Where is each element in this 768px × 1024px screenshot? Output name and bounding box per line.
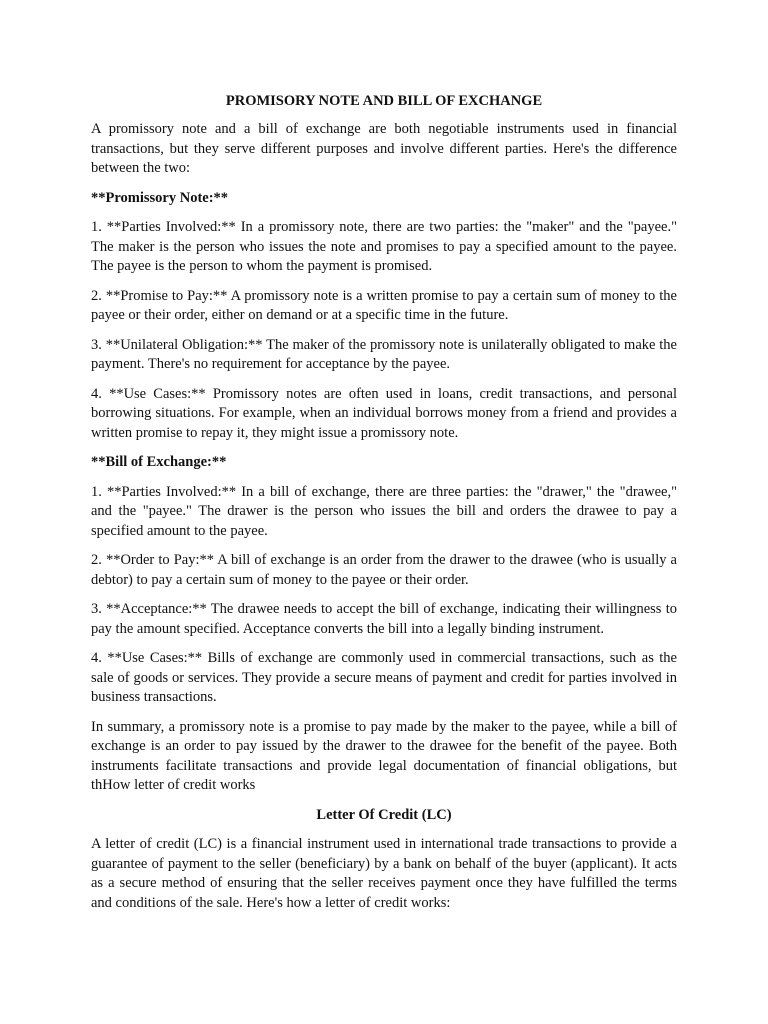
bill-item-2: 2. **Order to Pay:** A bill of exchange is an order from the drawer to the drawee (who is usually a debtor) to pay a certain sum of money to the payee or their order. xyxy=(91,552,677,588)
bill-item-4: 4. **Use Cases:** Bills of exchange are commonly used in commercial transactions, such as the sale of goods or services. They provide a secure means of payment and credit for parties involved in business transactions. xyxy=(91,650,677,705)
lc-intro-paragraph: A letter of credit (LC) is a financial instrument used in international trade transactions to provide a guarantee of payment to the seller (beneficiary) by a bank on behalf of the buyer (applicant). It acts as a secure method of ensuring that the seller receives payment once they have fulfilled the terms and conditions of the sale. Here's how a letter of credit works: xyxy=(91,836,677,911)
promissory-item-3: 3. **Unilateral Obligation:** The maker of the promissory note is unilaterally obligated to make the payment. There's no requirement for acceptance by the payee. xyxy=(91,336,677,372)
promissory-item-2: 2. **Promise to Pay:** A promissory note is a written promise to pay a certain sum of money to the payee or their order, either on demand or at a specific time in the future. xyxy=(91,287,677,323)
document-title: PROMISORY NOTE AND BILL OF EXCHANGE xyxy=(225,93,543,109)
bill-item-3: 3. **Acceptance:** The drawee needs to accept the bill of exchange, indicating their willingness to pay the amount specified. Acceptance converts the bill into a legally binding instrument. xyxy=(91,601,677,637)
summary-paragraph: In summary, a promissory note is a promise to pay made by the maker to the payee, while a bill of exchange is an order to pay issued by the drawer to the drawee for the benefit of the payee. Both instruments facilitate transactions and provide legal documentation of financial obligations, but thHow letter of credit works xyxy=(91,718,677,793)
bill-heading: **Bill of Exchange:** xyxy=(91,454,227,470)
intro-paragraph: A promissory note and a bill of exchange are both negotiable instruments used in financial transactions, but they serve different purposes and involve different parties. Here's the difference between the two: xyxy=(91,121,677,176)
promissory-heading: **Promissory Note:** xyxy=(91,189,229,206)
lc-heading: Letter Of Credit (LC) xyxy=(316,806,452,823)
promissory-item-1: 1. **Parties Involved:** In a promissory note, there are two parties: the "maker" and the "payee." The maker is the person who issues the note and promises to pay a specified amount to the payee. The payee is the person to whom the payment is promised. xyxy=(91,219,677,274)
promissory-item-4: 4. **Use Cases:** Promissory notes are often used in loans, credit transactions, and personal borrowing situations. For example, when an individual borrows money from a friend and provides a written promise to repay it, they might issue a promissory note. xyxy=(91,385,677,441)
bill-item-1: 1. **Parties Involved:** In a bill of exchange, there are three parties: the "drawer," the "drawee," and the "payee." The drawer is the person who issues the bill and orders the drawee to pay a specified amount to the payee. xyxy=(91,483,677,539)
